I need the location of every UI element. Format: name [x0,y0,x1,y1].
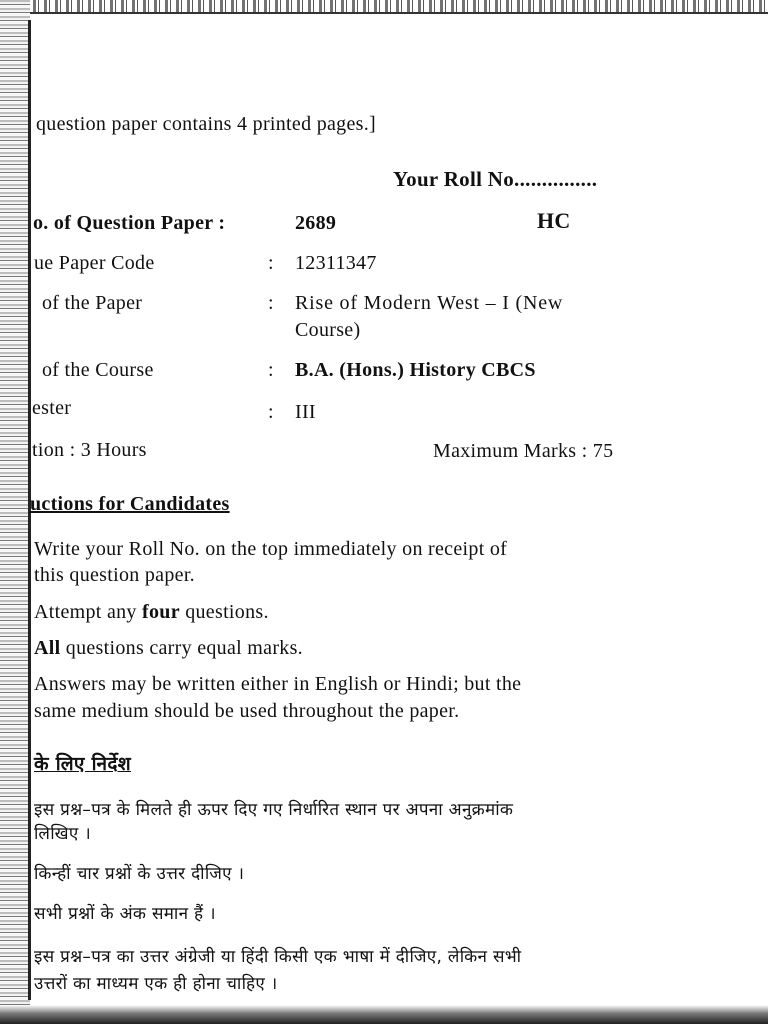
semester-label: ester [32,397,72,419]
separator-colon: : [268,359,274,381]
hindi-instruction-1-line-2: लिखिए । [34,824,91,844]
instruction-2: Attempt any four questions. [34,601,269,623]
semester-value: III [295,401,316,423]
duration: tion : 3 Hours [32,439,147,461]
hindi-instructions-heading: के लिए निर्देश [34,753,132,775]
hindi-instruction-3: सभी प्रश्नों के अंक समान हैं । [34,904,216,924]
separator-colon: : [268,401,274,423]
hindi-instruction-4-line-2: उत्तरों का माध्यम एक ही होना चाहिए । [34,974,278,994]
separator-colon: : [268,292,274,314]
course-value: B.A. (Hons.) History CBCS [295,359,536,381]
hindi-instruction-4-line-1: इस प्रश्न–पत्र का उत्तर अंग्रेजी या हिंदी किसी एक भाषा में दीजिए, लेकिन सभी [34,947,522,967]
separator-colon: : [268,252,274,274]
hindi-instruction-2: किन्हीं चार प्रश्नों के उत्तर दीजिए । [34,864,245,884]
paper-type-code: HC [537,208,571,233]
scan-binding-strip [0,0,30,1024]
paper-title-label: of the Paper [42,292,143,314]
course-label: of the Course [42,359,154,381]
paper-title-value: Rise of Modern West – I (New [295,292,564,314]
maximum-marks: Maximum Marks : 75 [433,440,614,462]
paper-title-value-line2: Course) [295,319,361,341]
scan-bottom-shadow [0,1005,768,1024]
hindi-instruction-1-line-1: इस प्रश्न–पत्र के मिलते ही ऊपर दिए गए निर्धारित स्थान पर अपना अनुक्रमांक [34,800,514,820]
instruction-4-line-1: Answers may be written either in English or Hindi; but the [34,673,522,695]
paper-code-label: ue Paper Code [34,252,155,274]
instruction-1-line-1: Write your Roll No. on the top immediately on receipt of [34,538,508,560]
scan-top-rule [0,12,768,14]
question-paper-label: o. of Question Paper : [33,212,226,234]
roll-number-line: Your Roll No............... [393,167,598,191]
page-count-note: question paper contains 4 printed pages.] [36,113,376,135]
instructions-heading: uctions for Candidates [30,493,230,515]
question-paper-number: 2689 [295,212,337,234]
instruction-4-line-2: same medium should be used throughout the paper. [34,700,460,722]
instruction-3: All questions carry equal marks. [34,637,303,659]
paper-code-value: 12311347 [295,252,377,274]
instruction-1-line-2: this question paper. [34,564,195,586]
